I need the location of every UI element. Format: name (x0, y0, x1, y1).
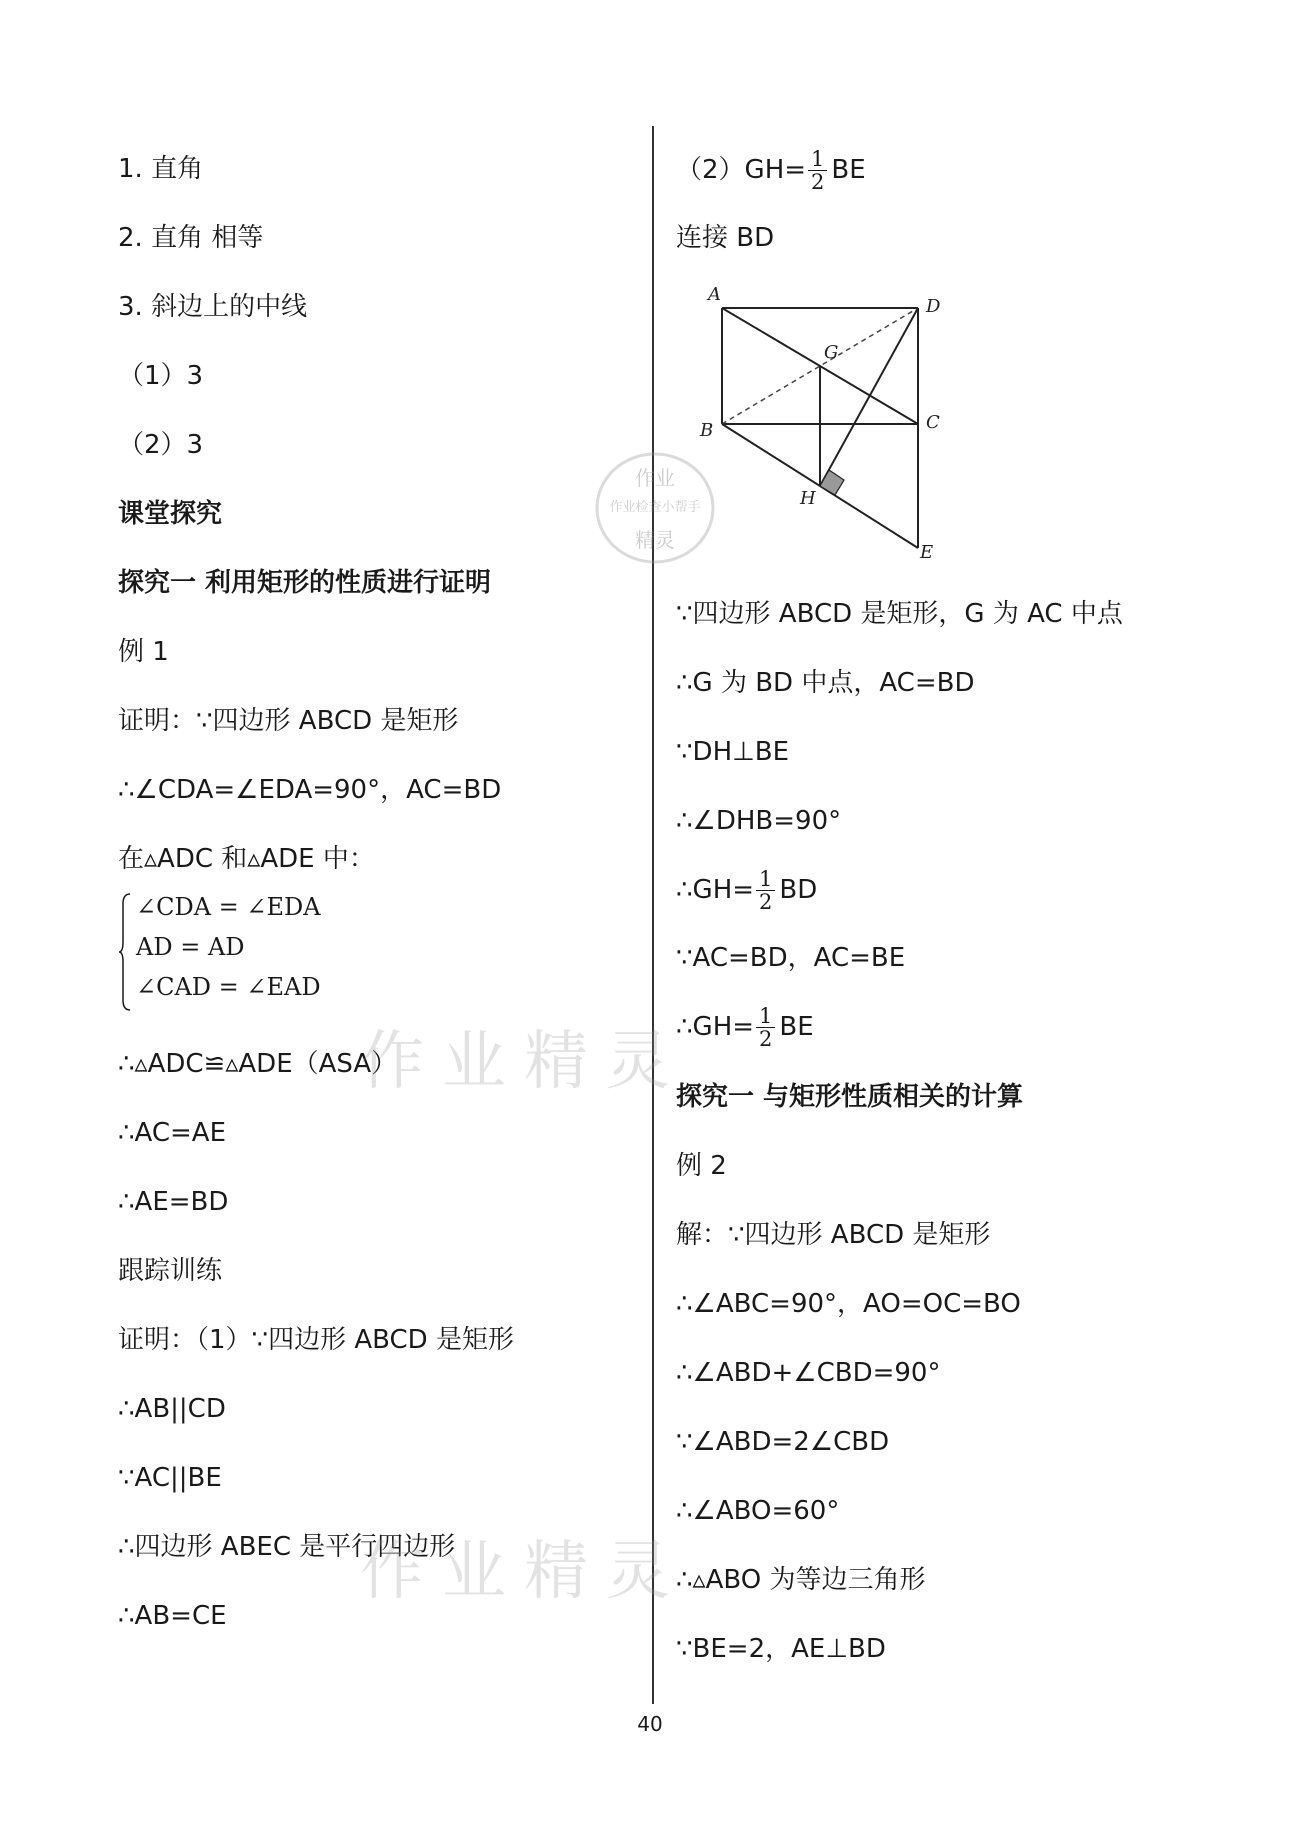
fraction-numerator: 1 (756, 868, 775, 891)
fraction-numerator: 1 (808, 148, 827, 171)
congruence-conditions (118, 892, 378, 1012)
gh-bd-statement (676, 868, 817, 913)
label-g: G (824, 342, 839, 363)
practice-label: 跟踪训练 (118, 1256, 223, 1286)
fraction-half (756, 868, 775, 913)
solution-line: ∴▵ABO 为等边三角形 (676, 1565, 926, 1595)
proof-line: ∴AC=AE (118, 1118, 227, 1148)
label-c: C (926, 412, 940, 433)
stamp-top-text: 作业 (635, 466, 675, 490)
solution-line: ∵∠ABD=2∠CBD (676, 1427, 890, 1457)
answer-line-5: （2）3 (118, 430, 204, 460)
gh-prefix: ∴GH= (676, 875, 755, 905)
proof-line: 证明：（1）∵四边形 ABCD 是矩形 (118, 1325, 514, 1355)
label-h: H (800, 488, 816, 509)
watermark-stamp (590, 448, 720, 568)
gh-statement (676, 148, 866, 193)
proof-line: ∴四边形 ABEC 是平行四边形 (118, 1532, 456, 1562)
condition-row: ∠CAD = ∠EAD (136, 973, 321, 1001)
proof-line: ∴∠DHB=90° (676, 806, 842, 836)
proof-line: ∴AB=CE (118, 1601, 227, 1631)
gh-suffix: BD (779, 875, 818, 905)
gh-suffix: BE (831, 155, 866, 185)
proof-line: ∴▵ADC≌▵ADE（ASA） (118, 1049, 398, 1079)
answer-line-4: （1）3 (118, 361, 204, 391)
segment-dh (820, 308, 918, 486)
label-d: D (926, 296, 941, 317)
proof-line: ∴AE=BD (118, 1187, 229, 1217)
rectangle-diagram (690, 278, 950, 568)
proof-line: ∵四边形 ABCD 是矩形，G 为 AC 中点 (676, 599, 1123, 629)
condition-row: AD = AD (136, 933, 245, 961)
left-brace-icon (118, 892, 132, 1012)
column-divider (652, 126, 654, 1704)
stamp-bottom-text: 精灵 (635, 528, 675, 552)
proof-line: ∵DH⊥BE (676, 737, 790, 767)
proof-line: ∴G 为 BD 中点，AC=BD (676, 668, 975, 698)
fraction-denominator: 2 (759, 890, 773, 914)
right-angle-marker (820, 470, 844, 495)
gh-suffix: BE (779, 1012, 814, 1042)
label-b: B (700, 420, 714, 441)
section-heading: 课堂探究 (118, 499, 223, 529)
proof-line: 在▵ADC 和▵ADE 中： (118, 844, 375, 874)
label-e: E (920, 542, 934, 563)
answer-line-3: 3. 斜边上的中线 (118, 292, 308, 322)
gh-prefix: （2）GH= (676, 155, 807, 185)
proof-line: ∵AC=BD，AC=BE (676, 943, 906, 973)
watermark-text: 作业精灵 (360, 1025, 688, 1099)
fraction-half (808, 148, 827, 193)
proof-line: ∵AC||BE (118, 1463, 222, 1493)
solution-line: ∴∠ABD+∠CBD=90° (676, 1358, 941, 1388)
fraction-denominator: 2 (811, 170, 825, 194)
solution-line: 解：∵四边形 ABCD 是矩形 (676, 1220, 991, 1250)
subsection-heading: 探究一 利用矩形的性质进行证明 (118, 568, 492, 598)
connect-bd: 连接 BD (676, 223, 775, 253)
answer-line-2: 2. 直角 相等 (118, 223, 264, 253)
answer-line-1: 1. 直角 (118, 154, 204, 184)
proof-line: 证明：∵四边形 ABCD 是矩形 (118, 706, 459, 736)
gh-be-statement (676, 1005, 814, 1050)
condition-row: ∠CDA = ∠EDA (136, 893, 321, 921)
gh-prefix: ∴GH= (676, 1012, 755, 1042)
example-label: 例 1 (118, 637, 169, 667)
solution-line: ∴∠ABC=90°，AO=OC=BO (676, 1289, 1021, 1319)
proof-line: ∴∠CDA=∠EDA=90°，AC=BD (118, 775, 502, 805)
watermark-text: 作业精灵 (360, 1535, 688, 1609)
proof-line: ∴AB||CD (118, 1394, 226, 1424)
page-number: 40 (637, 1712, 663, 1736)
fraction-denominator: 2 (759, 1027, 773, 1051)
label-a: A (708, 284, 721, 305)
subsection-heading: 探究一 与矩形性质相关的计算 (676, 1082, 1024, 1112)
fraction-half (756, 1005, 775, 1050)
solution-line: ∵BE=2，AE⊥BD (676, 1634, 886, 1664)
example-label: 例 2 (676, 1151, 727, 1181)
solution-line: ∴∠ABO=60° (676, 1496, 840, 1526)
stamp-middle-text: 作业检查小帮手 (609, 500, 701, 515)
fraction-numerator: 1 (756, 1005, 775, 1028)
